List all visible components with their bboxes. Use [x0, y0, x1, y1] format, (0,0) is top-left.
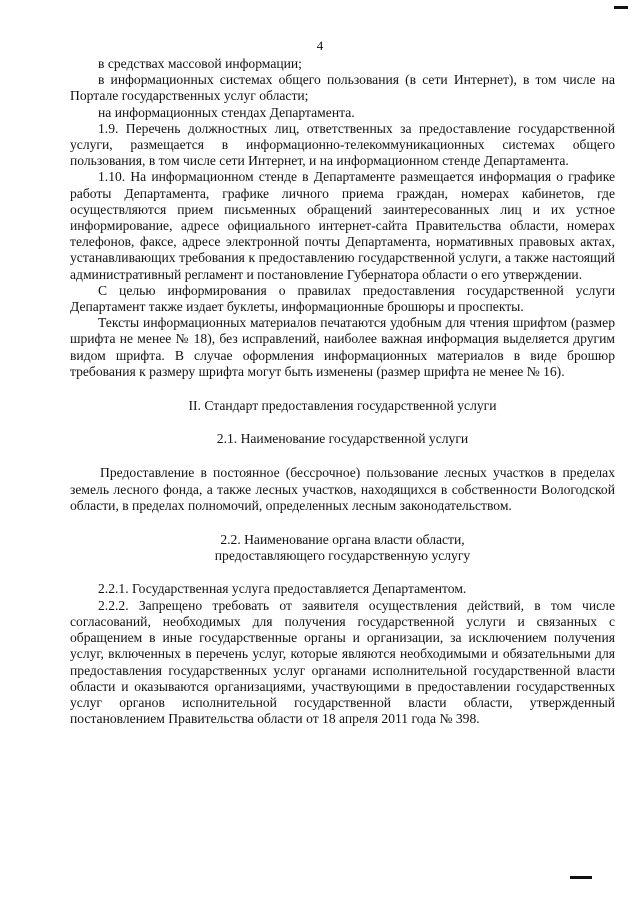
paragraph-stands: на информационных стендах Департамента. — [98, 104, 355, 120]
paragraph-booklets: С целью информирования о правилах предоставления государственной услуги Департамент также издает буклеты, информационные брошюры и проспекты. — [70, 282, 615, 315]
paragraph-font-size: Тексты информационных материалов печатаются удобным для чтения шрифтом (размер шрифта не менее № 18), без исправлений, наиболее важная информация выделяется другим видом шрифта. В случае оформления информационных материалов в виде брошюр требования к размеру шрифта могут быть изменены (размер шрифта не менее № 16). — [70, 315, 615, 379]
sub1-text: Предоставление в постоянное (бессрочное) пользование лесных участков в пределах земель лесного фонда, а также лесных участков, находящихся в собственности Вологодской области, в пределах полномочий, определенных лесным законодательством. — [70, 465, 615, 513]
section-heading: II. Стандарт предоставления государственной услуги — [188, 398, 497, 414]
sub1-heading: 2.1. Наименование государственной услуги — [216, 431, 469, 447]
sub2-heading-line1: 2.2. Наименование органа власти области, — [220, 532, 465, 548]
scan-artifact-top — [614, 6, 628, 9]
paragraph-2-2-2: 2.2.2. Запрещено требовать от заявителя осуществления действий, в том числе согласований, необходимых для получения государственной услуги и связанных с обращением в иные государственные органы и организации, за исключением получения услуг, включенных в перечень услуг, которые являются необходимыми и обязательными для предоставления государственных услуг органами исполнительной государственной власти области и оказываются организациями, участвующими в предоставлении государственных услуг органов исполнительной государственной власти области, утвержденный постановлением Правительства области от 18 апреля 2011 года № 398. — [70, 597, 615, 727]
paragraph-media: в средствах массовой информации; — [98, 56, 302, 71]
paragraph-internet: в информационных системах общего пользования (в сети Интернет), в том числе на Портале государственных услуг области; — [70, 72, 615, 104]
document-body — [70, 56, 615, 727]
page-number: 4 — [316, 38, 324, 53]
paragraph-2-2-1: 2.2.1. Государственная услуга предоставляется Департаментом. — [98, 581, 467, 597]
paragraph-1-9: 1.9. Перечень должностных лиц, ответственных за предоставление государственной услуги, размещается в информационно-телекоммуникационных системах общего пользования, в том числе сети Интернет, и на информационном стенде Департамента. — [70, 120, 615, 169]
sub2-heading-line2: предоставляющего государственную услугу — [214, 548, 471, 564]
scan-artifact-bottom — [570, 876, 592, 879]
paragraph-1-10: 1.10. На информационном стенде в Департаменте размещается информация о графике работы Департамента, графике личного приема граждан, номерах кабинетов, где осуществляются прием письменных обращений заинтересованных лиц и их устное информирование, адресе официального интернет-сайта Правительства области, номерах телефонов, факсе, адресе электронной почты Департамента, нормативных правовых актах, устанавливающих требования к предоставлению государственной услуги, а также настоящий административный регламент и постановление Губернатора области о его утверждении. — [70, 169, 615, 282]
